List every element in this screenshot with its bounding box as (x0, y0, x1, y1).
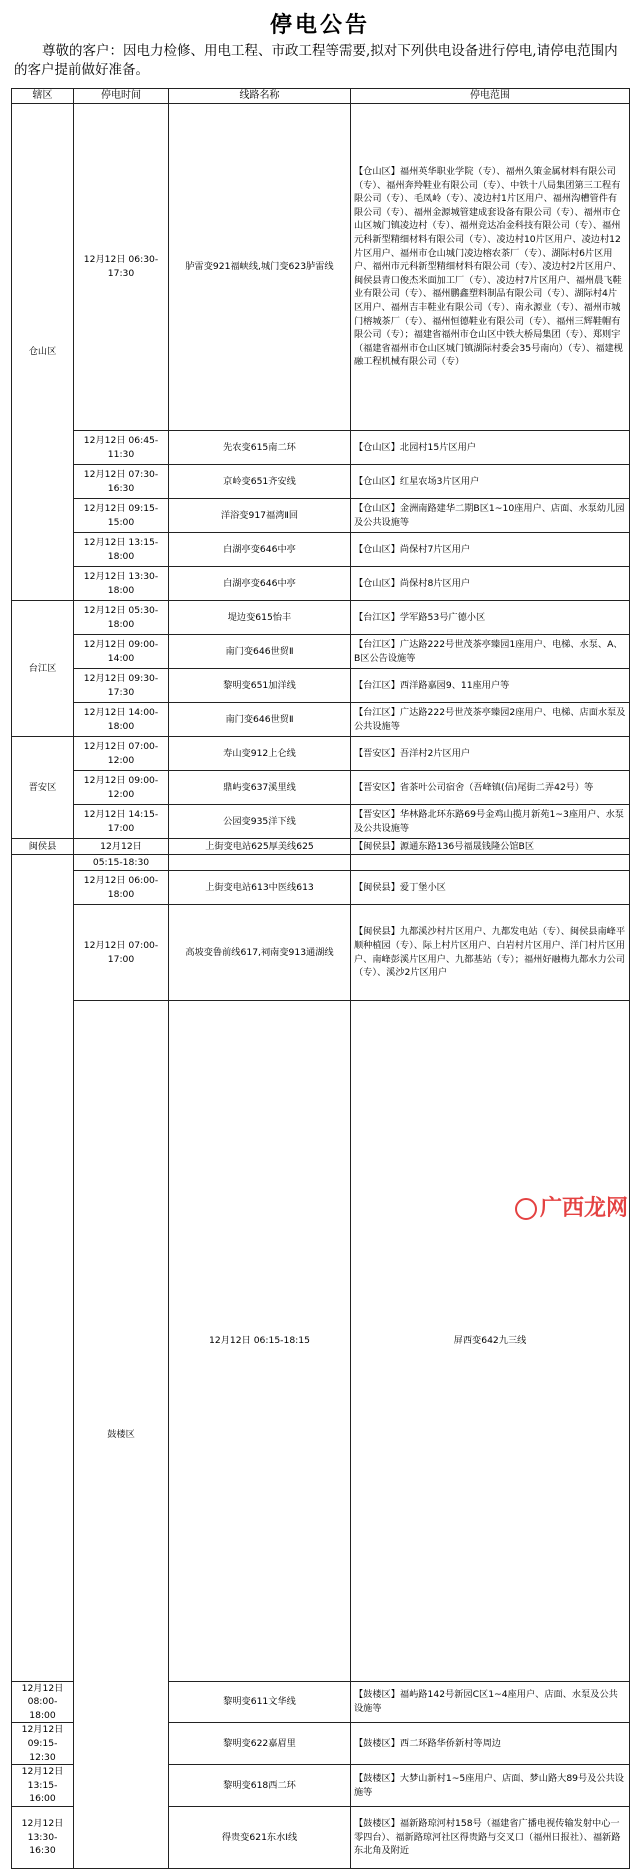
line-cell (169, 855, 351, 871)
header-time: 停电时间 (74, 89, 169, 104)
watermark-logo-icon (515, 1198, 537, 1220)
line-cell: 黎明变611文华线 (169, 1681, 351, 1723)
time-cell: 12月12日 13:30-16:30 (12, 1807, 74, 1869)
notice-intro: 尊敬的客户：因电力检修、用电工程、市政工程等需要,拟对下列供电设备进行停电,请停电范围内的客户提前做好准备。 (14, 43, 618, 78)
time-cell: 12月12日 09:00-14:00 (74, 635, 169, 669)
time-cell: 12月12日 (74, 839, 169, 855)
line-cell: 白湖亭变646中亭 (169, 533, 351, 567)
line-cell: 寿山变912上仑线 (169, 737, 351, 771)
table-row (12, 1001, 630, 1682)
notice-title: 停电公告 (269, 12, 370, 38)
time-cell: 12月12日 06:30-17:30 (74, 104, 169, 431)
line-cell: 白湖亭变646中亭 (169, 567, 351, 601)
line-cell: 黎明变622嘉眉里 (169, 1723, 351, 1765)
table-row (12, 855, 630, 871)
line-cell: 屏西变642九三线 (351, 1001, 630, 1682)
table-row (12, 905, 630, 1001)
scope-cell: 【鼓楼区】福屿路142号新园C区1~4座用户、店面、水泵及公共设施等 (351, 1681, 630, 1723)
time-cell: 12月12日 05:30-18:00 (74, 601, 169, 635)
table-row (12, 871, 630, 905)
district-cell: 鼓楼区 (74, 1001, 169, 1869)
line-cell: 黎明变651加洋线 (169, 669, 351, 703)
scope-cell: 【台江区】广达路222号世茂茶亭臻园1座用户、电梯、水泵、A、B区公告设施等 (351, 635, 630, 669)
scope-cell: 【仓山区】尚保村8片区用户 (351, 567, 630, 601)
line-cell: 上街变电站625厚美线625 (169, 839, 351, 855)
table-row (12, 601, 630, 635)
scope-cell: 【仓山区】北园村15片区用户 (351, 431, 630, 465)
line-cell: 先农变615南二环 (169, 431, 351, 465)
time-cell: 12月12日 13:15-16:00 (12, 1765, 74, 1807)
header-scope: 停电范围 (351, 89, 630, 104)
line-cell: 黎明变618西二环 (169, 1765, 351, 1807)
time-cell: 12月12日 06:45-11:30 (74, 431, 169, 465)
table-row (12, 737, 630, 771)
table-row (12, 567, 630, 601)
scope-cell: 【仓山区】金洲南路建华二期B区1~10座用户、店面、水泵幼儿园及公共设施等 (351, 499, 630, 533)
district-cell: 闽侯县 (12, 839, 74, 855)
district-cell: 台江区 (12, 601, 74, 737)
table-row (12, 703, 630, 737)
line-cell: 南门变646世贸Ⅱ (169, 635, 351, 669)
time-cell: 12月12日 07:30-16:30 (74, 465, 169, 499)
line-cell: 南门变646世贸Ⅱ (169, 703, 351, 737)
site-watermark (515, 1191, 628, 1222)
line-cell: 京岭变651齐安线 (169, 465, 351, 499)
scope-cell: 【仓山区】红星农场3片区用户 (351, 465, 630, 499)
time-cell: 12月12日 06:15-18:15 (169, 1001, 351, 1682)
scope-cell: 【仓山区】尚保村7片区用户 (351, 533, 630, 567)
table-row (12, 465, 630, 499)
line-cell: 高坡变鲁前线617,祠南变913通湖线 (169, 905, 351, 1001)
scope-cell: 【鼓楼区】西二环路华侨新村等周边 (351, 1723, 630, 1765)
scope-cell: 【台江区】西洋路嘉园9、11座用户等 (351, 669, 630, 703)
table-row (12, 104, 630, 431)
scope-cell: 【鼓楼区】大梦山新村1~5座用户、店面、梦山路大89号及公共设施等 (351, 1765, 630, 1807)
scope-cell: 【台江区】广达路222号世茂茶亭臻园2座用户、电梯、店面水泵及公共设施等 (351, 703, 630, 737)
time-cell: 05:15-18:30 (74, 855, 169, 871)
table-row (12, 431, 630, 465)
header-district: 辖区 (12, 89, 74, 104)
line-cell: 上街变电站613中医线613 (169, 871, 351, 905)
line-cell: 洋浴变917福湾Ⅱ回 (169, 499, 351, 533)
time-cell: 12月12日 14:15-17:00 (74, 805, 169, 839)
table-row (12, 805, 630, 839)
time-cell: 12月12日 08:00-18:00 (12, 1681, 74, 1723)
district-cell: 晋安区 (12, 737, 74, 839)
table-header-row (12, 89, 630, 104)
header-line: 线路名称 (169, 89, 351, 104)
line-cell: 鼎屿变637溪里线 (169, 771, 351, 805)
outage-table (11, 88, 630, 1869)
time-cell: 12月12日 13:15-18:00 (74, 533, 169, 567)
table-row (12, 771, 630, 805)
scope-cell: 【晋安区】省茶叶公司宿舍（吾峰镇(信)尾街二弄42号）等 (351, 771, 630, 805)
line-cell: 公园变935洋下线 (169, 805, 351, 839)
district-cell: 仓山区 (12, 104, 74, 601)
table-row (12, 499, 630, 533)
time-cell: 12月12日 09:15-15:00 (74, 499, 169, 533)
watermark-text: 广西龙网 (539, 1196, 628, 1221)
district-cell-empty (12, 855, 74, 1682)
table-row (12, 669, 630, 703)
time-cell: 12月12日 13:30-18:00 (74, 567, 169, 601)
scope-cell: 【闽侯县】九都溪沙村片区用户、九都发电站（专）、闽侯县南峰平顺种植园（专）、际上村片区用户、白岩村片区用户、洋门村片区用户、南峰彭溪片区用户、九都基站（专）；福州好融梅九都水力公司（专）、溪沙2片区用户 (351, 905, 630, 1001)
time-cell: 12月12日 07:00-17:00 (74, 905, 169, 1001)
time-cell: 12月12日 06:00-18:00 (74, 871, 169, 905)
table-row (12, 635, 630, 669)
scope-cell: 【鼓楼区】福新路琼河村158号（福建省广播电视传输发射中心一零四台）、福新路琼河社区得贵路与交叉口（福州日报社）、福新路东北角及附近 (351, 1807, 630, 1869)
scope-cell (351, 855, 630, 871)
time-cell: 12月12日 09:00-12:00 (74, 771, 169, 805)
time-cell: 12月12日 09:15-12:30 (12, 1723, 74, 1765)
scope-cell: 【晋安区】吾洋村2片区用户 (351, 737, 630, 771)
time-cell: 12月12日 07:00-12:00 (74, 737, 169, 771)
table-row (12, 839, 630, 855)
time-cell: 12月12日 09:30-17:30 (74, 669, 169, 703)
scope-cell: 【台江区】学军路53号广德小区 (351, 601, 630, 635)
scope-cell: 【闽侯县】源通东路136号福晟钱隆公馆B区 (351, 839, 630, 855)
scope-cell: 【仓山区】福州英华职业学院（专）、福州久策金属材料有限公司（专）、福州奔羚鞋业有限公司（专）、中铁十八局集团第三工程有限公司（专）、毛凤岭（专）、凌边村1片区用户、福州沟槽管件有限公司（专）、福州金源城管建成套设备有限公司（专）、福州市仓山区城门镇凌边村（专）、福州竞达冶金科技有限公司（专）、福州元科新型精细材料有限公司（专）、凌边村10片区用户、凌边村12片区用户、福州市仓山城门凌边榕农茶厂（专）、湖际村6片区用户、福州市元科新型精细材料有限公司（专）、凌边村2片区用户、闽侯县青口俊杰米面加工厂（专）、凌边村7片区用户、福州晨飞鞋业有限公司（专）、福州鹏鑫塑料制品有限公司（专）、湖际村4片区用户、福州吉丰鞋业有限公司（专）、南永源业（专）、福州市城门榕城茶厂（专）、福州恒德鞋业有限公司（专）、福州三辉鞋帽有限公司（专）；福建省福州市仓山区中铁大桥局集团（专）、郑则宇（福建省福州市仓山区城门镇湖际村委会35号南向）（专）、福建枧融工程机械有限公司（专） (351, 104, 630, 431)
scope-cell: 【闽侯县】爱丁堡小区 (351, 871, 630, 905)
scope-cell: 【晋安区】华林路北环东路69号金鸡山揽月新苑1~3座用户、水泵及公共设施等 (351, 805, 630, 839)
line-cell: 堤边变615怡丰 (169, 601, 351, 635)
line-cell: 胪雷变921福峡线,城门变623胪雷线 (169, 104, 351, 431)
time-cell: 12月12日 14:00-18:00 (74, 703, 169, 737)
line-cell: 得贵变621东水Ⅰ线 (169, 1807, 351, 1869)
table-row (12, 533, 630, 567)
